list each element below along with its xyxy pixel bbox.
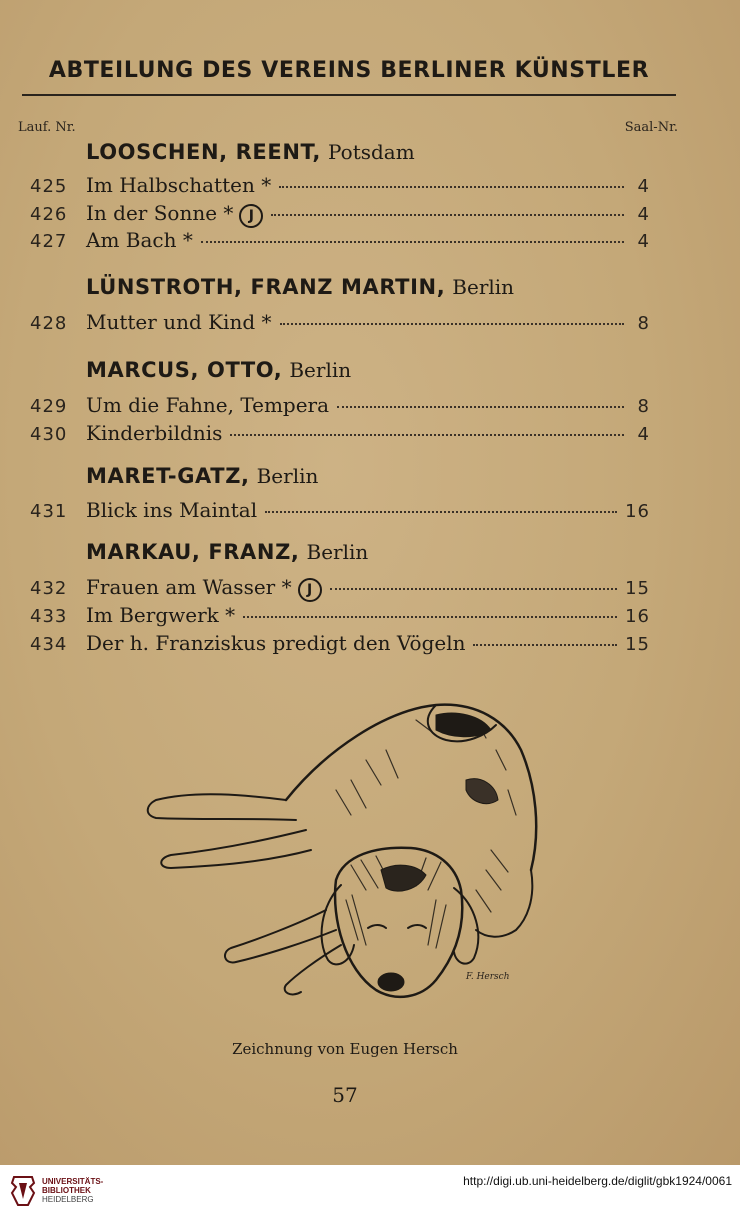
- room-number: 16: [625, 501, 650, 522]
- entry-number: 429: [30, 396, 68, 417]
- library-logo-icon: [8, 1173, 38, 1209]
- room-number: 4: [637, 204, 650, 225]
- entry-number: 431: [30, 501, 68, 522]
- entry-title: In der Sonne *: [86, 201, 234, 225]
- entry-title: Im Halbschatten *: [86, 173, 272, 197]
- dot-leader: [265, 511, 617, 513]
- column-label-lauf-nr: Lauf. Nr.: [18, 120, 76, 135]
- catalog-entry: [30, 201, 650, 227]
- entry-number: 426: [30, 204, 68, 225]
- entry-title: Frauen am Wasser *: [86, 575, 292, 599]
- source-url-link[interactable]: http://digi.ub.uni-heidelberg.de/diglit/gbk1924/0061: [463, 1174, 732, 1188]
- illustration-caption: Zeichnung von Eugen Hersch: [232, 1040, 458, 1058]
- artist-heading: [86, 464, 318, 489]
- catalog-entry: [30, 575, 650, 601]
- entry-number: 427: [30, 231, 68, 252]
- entry-title: Um die Fahne, Tempera: [86, 393, 330, 417]
- artist-city: Berlin: [256, 464, 319, 488]
- dot-leader: [280, 323, 625, 325]
- catalog-entry: [30, 603, 650, 629]
- catalog-entry: [30, 173, 650, 199]
- catalog-entry: [30, 498, 650, 524]
- dot-leader: [330, 588, 618, 590]
- room-number: 4: [637, 176, 650, 197]
- room-number: 8: [637, 313, 650, 334]
- artist-name: LOOSCHEN, REENT,: [86, 140, 322, 164]
- room-number: 8: [637, 396, 650, 417]
- library-name: [42, 1177, 103, 1204]
- artist-city: Berlin: [306, 540, 369, 564]
- entry-number: 432: [30, 578, 68, 599]
- library-name-line: UNIVERSITÄTS-: [42, 1177, 104, 1186]
- entry-number: 434: [30, 634, 68, 655]
- catalog-entry: [30, 228, 650, 254]
- room-number: 16: [625, 606, 650, 627]
- library-footer: [0, 1165, 740, 1219]
- artist-name: MARCUS, OTTO,: [86, 358, 283, 382]
- artist-city: Potsdam: [328, 140, 415, 164]
- room-number: 4: [637, 424, 650, 445]
- artist-name: LÜNSTROTH, FRANZ MARTIN,: [86, 275, 446, 299]
- dot-leader: [473, 644, 617, 646]
- catalog-entry: [30, 310, 650, 336]
- artist-heading: [86, 540, 368, 565]
- catalog-entry: [30, 421, 650, 447]
- dot-leader: [201, 241, 624, 243]
- dot-leader: [279, 186, 624, 188]
- artist-name: MARET-GATZ,: [86, 464, 250, 488]
- dot-leader: [271, 214, 624, 216]
- catalog-entry: [30, 631, 650, 657]
- artist-heading: [86, 275, 514, 300]
- artist-city: Berlin: [289, 358, 352, 382]
- entry-title: Blick ins Maintal: [86, 498, 258, 522]
- room-number: 4: [637, 231, 650, 252]
- dot-leader: [337, 406, 624, 408]
- entry-number: 428: [30, 313, 68, 334]
- jury-badge-icon: J: [298, 578, 322, 602]
- entry-title: Mutter und Kind *: [86, 310, 272, 334]
- artist-name: MARKAU, FRANZ,: [86, 540, 300, 564]
- entry-title: Am Bach *: [86, 228, 193, 252]
- entry-title: Kinderbildnis: [86, 421, 223, 445]
- dot-leader: [243, 616, 617, 618]
- entry-number: 433: [30, 606, 68, 627]
- room-number: 15: [625, 578, 650, 599]
- library-name-line: HEIDELBERG: [42, 1195, 94, 1204]
- artist-signature: F. Hersch: [466, 972, 510, 982]
- jury-badge-icon: J: [239, 204, 263, 228]
- dot-leader: [230, 434, 624, 436]
- header-rule: [22, 94, 676, 96]
- room-number: 15: [625, 634, 650, 655]
- page-header: ABTEILUNG DES VEREINS BERLINER KÜNSTLER: [48, 58, 650, 83]
- artist-heading: [86, 358, 351, 383]
- entry-title: Der h. Franziskus predigt den Vögeln: [86, 631, 466, 655]
- page-number: 57: [332, 1083, 358, 1107]
- artist-heading: [86, 140, 415, 165]
- entry-number: 425: [30, 176, 68, 197]
- artist-city: Berlin: [452, 275, 515, 299]
- column-label-saal-nr: Saal-Nr.: [624, 120, 678, 135]
- library-name-line: BIBLIOTHEK: [42, 1186, 91, 1195]
- entry-title: Im Bergwerk *: [86, 603, 236, 627]
- entry-number: 430: [30, 424, 68, 445]
- catalog-entry: [30, 393, 650, 419]
